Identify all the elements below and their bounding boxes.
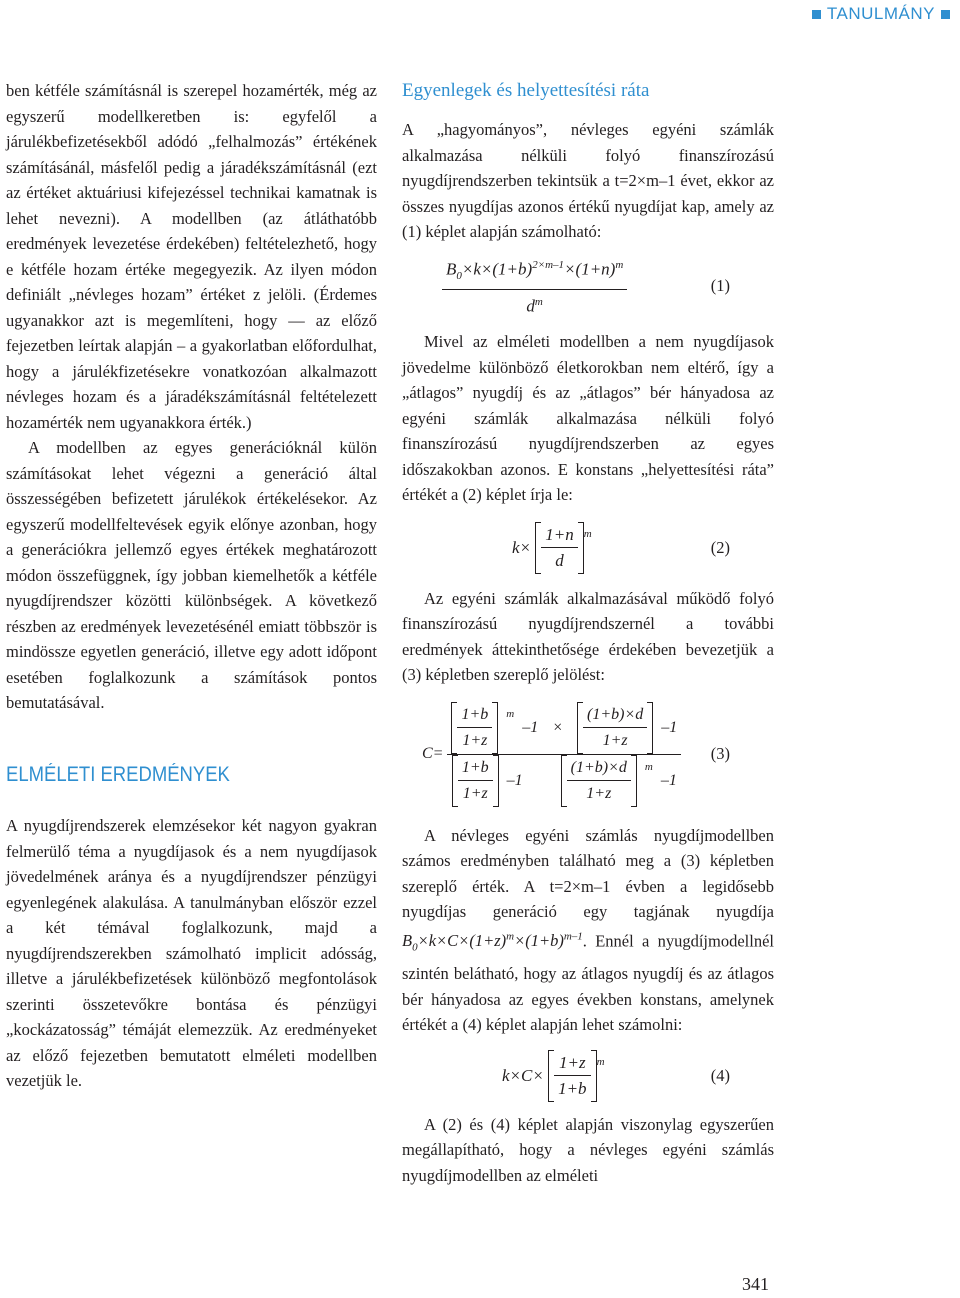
equation-3: C= $\frac{1+b}{1+z}$ $^m$ –1 × $\frac{(1+b)\times d}{1+z}$ –1 $\frac{1+b}{1+z}$ –1 $\frac{(1+b)\times d}{1+z}$ $^m$ –1 (3): [422, 702, 774, 807]
right-paragraph-5: A (2) és (4) képlet alapján viszonylag egyszerűen megállapítható, hogy a névleges egyéni számlás nyugdíjmodellben az elméleti: [402, 1114, 774, 1185]
equation-4: k×C× $\frac{1+z}{1+b}$ $^m$ (4): [502, 1050, 774, 1102]
equation-1: $\frac{B_0\times k\times(1+b)^{2\times m-1}\times(1+n)^m}{d^m}$ (1): [442, 253, 774, 320]
page-number: 341: [742, 1274, 769, 1294]
right-paragraph-2: Mivel az elméleti modellben a nem nyugdíjasok jövedelme különböző életkorokban nem eltérő, így a „átlagos” nyugdíj és az „átlagos” bér hányadosa az egyéni számlák alkalmazása nélküli folyó finanszírozású nyugdíjrendszerben az egyes időszakokban azonos. E konstans „helyettesítési ráta” értékét a (2) képlet írja le:: [402, 332, 774, 505]
equation-number: (3): [710, 744, 730, 764]
equation-number: (2): [710, 537, 730, 557]
running-header: [812, 4, 950, 24]
header-label: TANULMÁNY: [826, 4, 935, 23]
equation-2: k× $\frac{1+n}{d}$ $^m$ (2): [512, 522, 774, 574]
right-column: [402, 78, 774, 1188]
left-paragraph-1: ben kétféle számításnál is szerepel hozamérték, még az egyszerű modellkeretben is: egyfelől a járulékbefizetésekből adódó „felhalmozás” értékének számításánál, másfelől pedig a járadékszámításnál (ezt az értéket aktuáriusi kifejezéssel technikai kamatnak is lehet nevezni). A modellben (az átláthatóbb eredmények levezetése érdekében) feltételezhető, hogy e kétféle hozam értéke megegyezik. Az ilyen módon definiált „névleges hozam” értéket z jelöli. (Érdemes ugyanakkor azt is megemlíteni, hogy — az előző fejezetben leírtak alapján – a gyakorlatban előfordulhat, hogy a járulékfizetésekre vonatkozóan alkalmazott névleges hozam és a járadékszámításnál feltételezett hozamérték nem ugyanakkora érték.): [6, 81, 377, 432]
equation-number: (4): [710, 1065, 730, 1085]
square-icon: [941, 10, 950, 19]
subsection-title: Egyenlegek és helyettesítési ráta: [402, 80, 650, 101]
left-paragraph-2: A modellben az egyes generációknál külön számításokat lehet végezni a generáció által összességében befizetett járulékok értékelésekor. Az egyszerű modellfeltevések egyik előnye azonban, hogy a generációkra jellemző egyes értékek meghatározott módon összefüggnek, így jobban kiemelhetők a kétféle nyugdíjrendszer közötti különbségek. A következő részben az eredmények levezetésénél emiatt többször is mindössze egyetlen generáció, illetve egy adott időpont esetében foglalkozunk a számítások pontos bemutatásával.: [6, 438, 377, 712]
right-paragraph-1: A „hagyományos”, névleges egyéni számlák alkalmazása nélküli folyó finanszírozású nyugdíjrendszerben tekintsük a t=2×m–1 évet, ekkor az összes nyugdíjas azonos értékű nyugdíjat kap, amely az (1) képlet alapján számolható:: [402, 120, 774, 241]
section-title: ELMÉLETI EREDMÉNYEK: [6, 762, 230, 786]
right-paragraph-4: A névleges egyéni számlás nyugdíjmodellben számos eredményben található meg a (3) képletben szereplő érték. A t=2×m–1 évben a legidősebb nyugdíjas generáció egy tagjának nyugdíja $B_0\times k\times C\times(1+z)^m\times(1+b)^{m-1}$. Ennél a nyugdíjmodellnél szintén belátható, hogy az átlagos nyugdíj és az átlagos bér hányadosa az egyes években konstans, amelynek értékét a (4) képlet alapján lehet számolni:: [402, 825, 774, 1034]
right-paragraph-3: Az egyéni számlák alkalmazásával működő folyó finanszírozású nyugdíjrendszernél a további eredmények áttekinthetősége érdekében bevezetjük a (3) képletben szereplő jelölést:: [402, 588, 774, 685]
square-icon: [812, 10, 821, 19]
left-paragraph-3: A nyugdíjrendszerek elemzésekor két nagyon gyakran felmerülő téma a nyugdíjasok és a nem nyugdíjasok jövedelmének aránya és a nyugdíjrendszer pénzügyi egyenlegének alakulása. A tanulmányban először ezzel a két témával foglalkozunk, majd a nyugdíjrendszerekben számolható implicit adósság, illetve a járulékbefizetések különböző megfontolások szerinti összetevőkre bontása és pénzügyi „kockázatosság” témáját elemezzük. Az eredményeket az előző fejezetben bemutatott elméleti modellben vezetjük le.: [6, 816, 377, 1090]
left-column: [6, 78, 377, 1094]
equation-number: (1): [710, 276, 730, 296]
